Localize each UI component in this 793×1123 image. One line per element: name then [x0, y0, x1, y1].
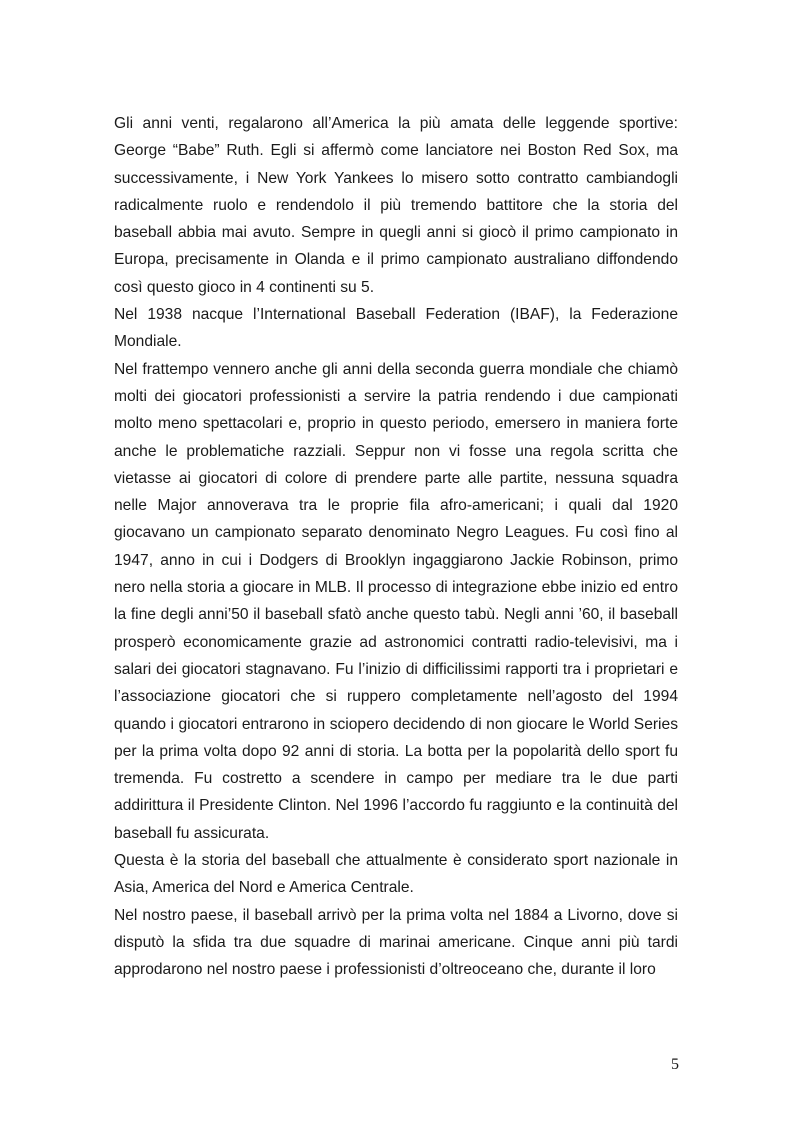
paragraph-national-sport: Questa è la storia del baseball che attualmente è considerato sport nazionale in Asia, America del Nord e America Centrale. [114, 852, 678, 897]
paragraph-italy: Nel nostro paese, il baseball arrivò per la prima volta nel 1884 a Livorno, dove si disputò la sfida tra due squadre di marinai americane. Cinque anni più tardi approdarono nel nostro paese i professionisti d’oltreoceano che, durante il loro [114, 906, 678, 979]
body-text [114, 110, 678, 984]
page-number: 5 [671, 1056, 679, 1073]
paragraph-ibaf: Nel 1938 nacque l’International Baseball Federation (IBAF), la Federazione Mondiale. [114, 306, 678, 351]
paragraph-war-and-integration: Nel frattempo vennero anche gli anni della seconda guerra mondiale che chiamò molti dei giocatori professionisti a servire la patria rendendo i due campionati molto meno spettacolari e, proprio in questo periodo, emersero in maniera forte anche le problematiche razziali. Seppur non vi fosse una regola scritta che vietasse ai giocatori di colore di prendere parte alle partite, nessuna squadra nelle Major annoverava tra le proprie fila afro-americani; i quali dal 1920 giocavano un campionato separato denominato Negro Leagues. Fu così fino al 1947, anno in cui i Dodgers di Brooklyn ingaggiarono Jackie Robinson, primo nero nella storia a giocare in MLB. Il processo di integrazione ebbe inizio ed entro la fine degli anni’50 il baseball sfatò anche questo tabù. Negli anni ’60, il baseball prosperò economicamente grazie ad astronomici contratti radio-televisivi, ma i salari dei giocatori stagnavano. Fu l’inizio di difficilissimi rapporti tra i proprietari e l’associazione giocatori che si ruppero completamente nell’agosto del 1994 quando i giocatori entrarono in sciopero decidendo di non giocare le World Series per la prima volta dopo 92 anni di storia. La botta per la popolarità dello sport fu tremenda. Fu costretto a scendere in campo per mediare tra le due parti addirittura il Presidente Clinton. Nel 1996 l’accordo fu raggiunto e la continuità del baseball fu assicurata. [114, 360, 678, 842]
paragraph-babe-ruth: Gli anni venti, regalarono all’America la più amata delle leggende sportive: George “Babe” Ruth. Egli si affermò come lanciatore nei Boston Red Sox, ma successivamente, i New York Yankees lo misero sotto contratto cambiandogli radicalmente ruolo e rendendolo il più tremendo battitore che la storia del baseball abbia mai avuto. Sempre in quegli anni si giocò il primo campionato in Europa, precisamente in Olanda e il primo campionato australiano diffondendo così questo gioco in 4 continenti su 5. [114, 115, 678, 296]
